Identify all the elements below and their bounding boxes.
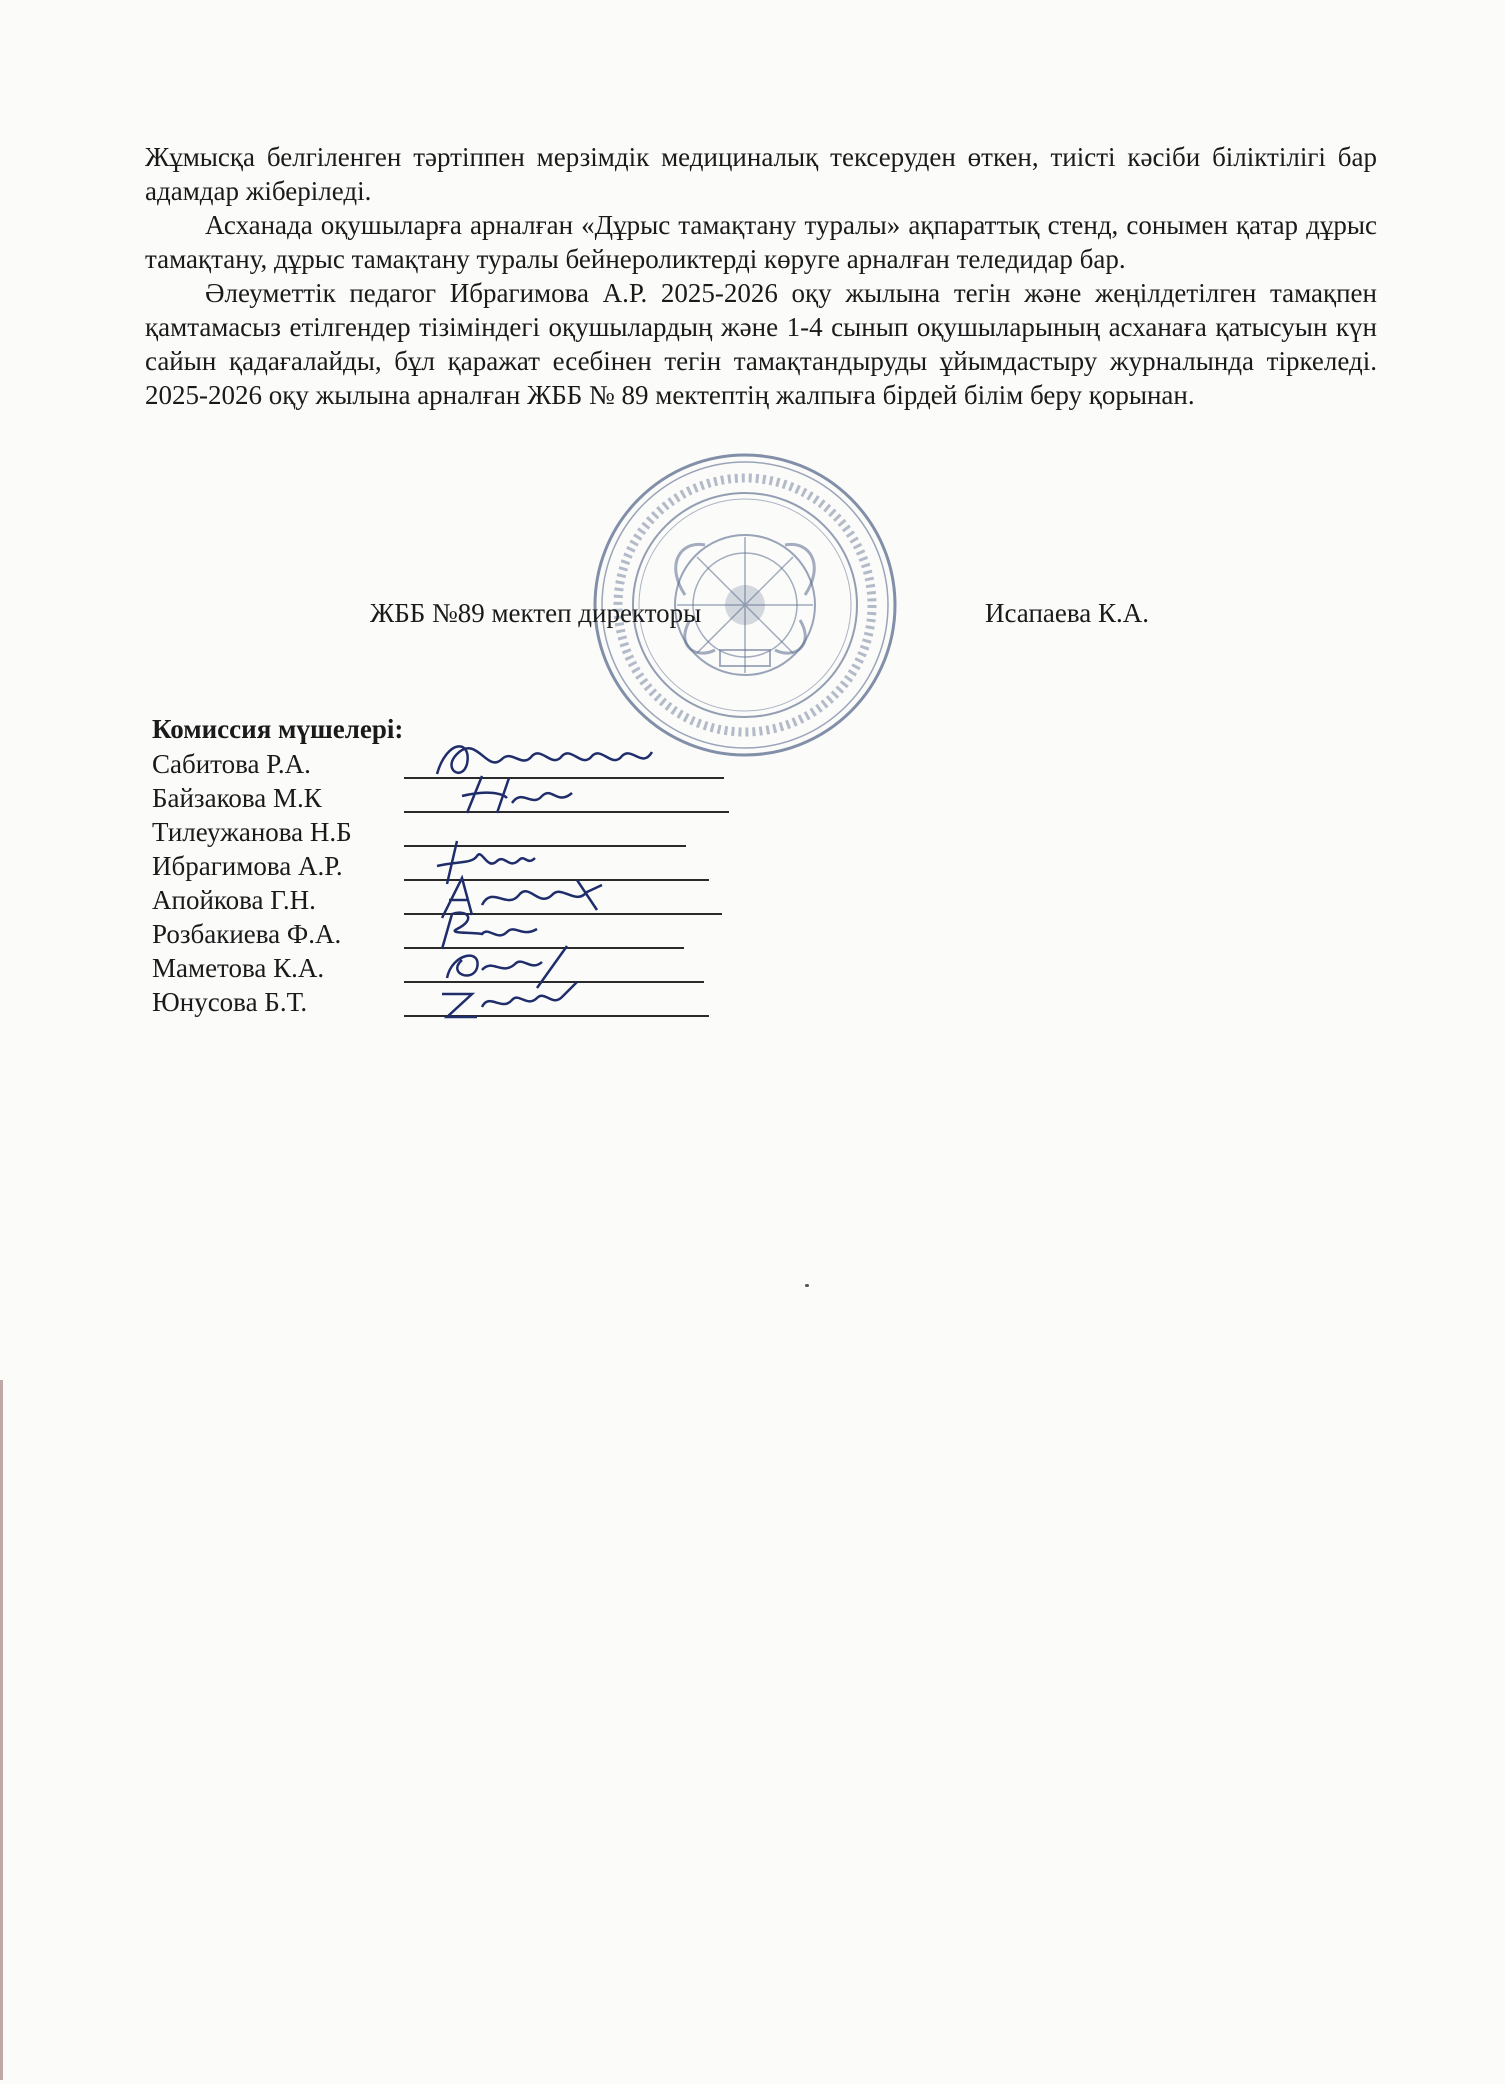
member-name: Юнусова Б.Т. [152,987,308,1017]
commission-heading: Комиссия мүшелері: [152,714,404,744]
member-name: Ибрагимова А.Р. [152,851,343,881]
director-name: Исапаева К.А. [985,598,1149,628]
member-name: Апойкова Г.Н. [152,885,316,915]
body-text [145,140,1377,412]
scan-speck [805,1284,809,1287]
member-name: Маметова К.А. [152,953,325,983]
member-name: Байзакова М.К [152,783,322,813]
member-name: Тилеужанова Н.Б [152,817,352,847]
scan-edge [0,1380,3,2080]
signature [427,768,627,823]
paragraph-2: Асханада оқушыларға арналған «Дұрыс тамақтану туралы» ақпараттық стенд, сонымен қатар дұрыс тамақтану, дұрыс тамақтану туралы бейнероликтерді көруге арналған теледидар бар. [145,210,1377,274]
paragraph-1: Жұмысқа белгіленген тәртіппен мерзімдік медициналық тексеруден өткен, тиісті кәсіби біліктілігі бар адамдар жіберіледі. [145,142,1377,206]
commission-member [152,986,752,1018]
member-name: Сабитова Р.А. [152,749,311,779]
commission-member [152,782,752,814]
signature [427,972,597,1027]
director-title: ЖББ №89 мектеп директоры [370,598,702,628]
paragraph-3: Әлеуметтік педагог Ибрагимова А.Р. 2025-2026 оқу жылына тегін және жеңілдетілген тамақпен қамтамасыз етілгендер тізіміндегі оқушылардың және 1-4 сынып оқушыларының асханаға қатысуын күн сайын қадағалайды, бұл қаражат есебінен тегін тамақтандыруды ұйымдастыру журналында тіркеледі. 2025-2026 оқу жылына арналған ЖББ № 89 мектептің жалпыға бірдей білім беру қорынан. [145,278,1377,410]
member-name: Розбакиева Ф.А. [152,919,342,949]
